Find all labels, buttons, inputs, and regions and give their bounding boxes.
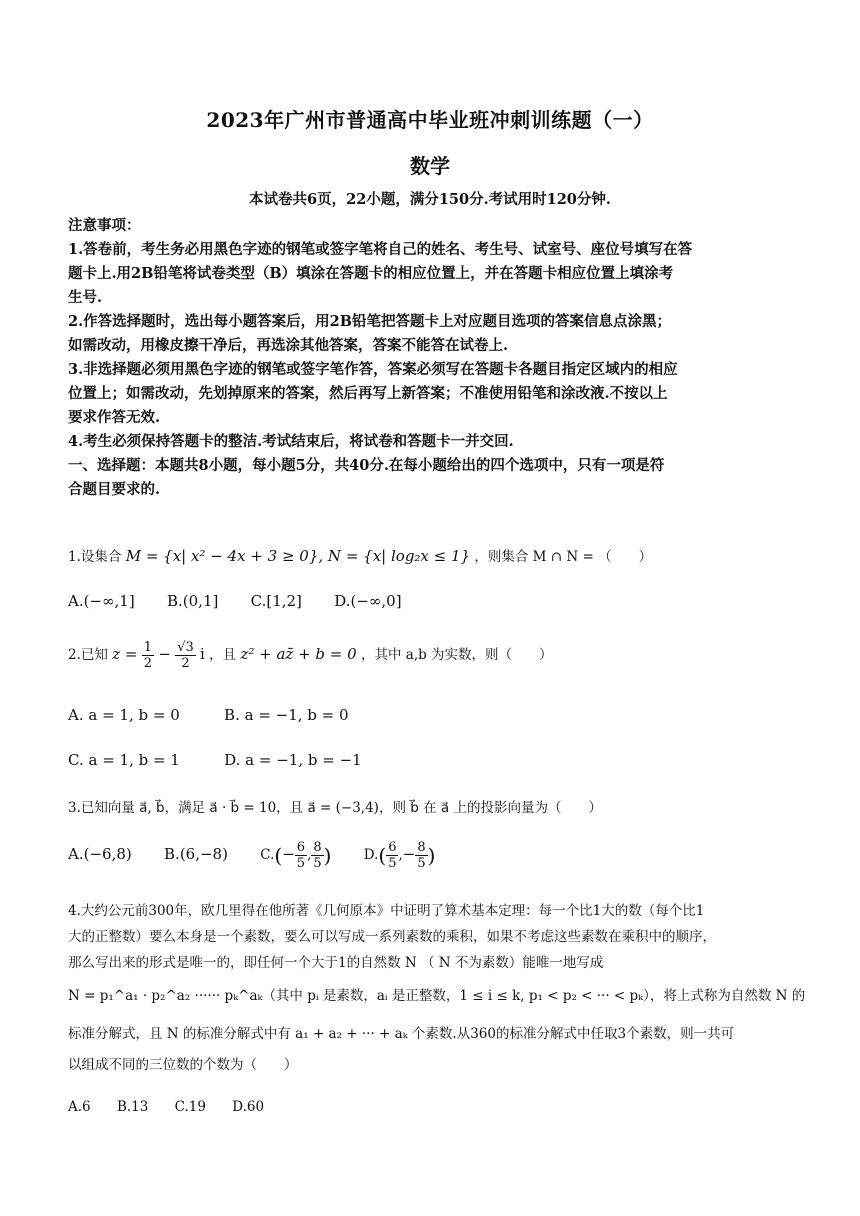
q2-option-b: B. a = −1, b = 0 bbox=[224, 706, 349, 724]
q4-option-d: D.60 bbox=[232, 1099, 265, 1115]
q3-option-c-label: C. bbox=[260, 847, 275, 863]
q2-option-d: D. a = −1, b = −1 bbox=[224, 751, 362, 769]
q1-prefix: 1.设集合 bbox=[68, 549, 122, 565]
q4-line: 4.大约公元前300年，欧几里得在他所著《几何原本》中证明了算术基本定理：每一个比1大的数（每个比1 bbox=[68, 903, 705, 919]
q1-options bbox=[68, 592, 798, 610]
notes-line: 要求作答无效. bbox=[68, 409, 161, 426]
q4-formula-line: N = p₁^a₁ · p₂^a₂ ······ pₖ^aₖ（其中 pᵢ 是素数，aᵢ 是正整数，1 ≤ i ≤ k, p₁ < p₂ < ··· < pₖ），将上式称为自然数 N 的 bbox=[68, 988, 806, 1004]
q2-option-c: C. a = 1, b = 1 bbox=[68, 751, 180, 769]
q3-option-a: A.(−6,8) bbox=[68, 845, 132, 863]
q2-option-a: A. a = 1, b = 0 bbox=[68, 706, 180, 724]
q2-frac2-den: 2 bbox=[181, 656, 190, 671]
q3-c-frac2-num: 8 bbox=[313, 840, 322, 855]
q2-minus: − bbox=[158, 645, 171, 663]
question-4 bbox=[68, 898, 806, 1078]
q2-options-row1 bbox=[68, 706, 798, 724]
q3-d-frac1-den: 5 bbox=[388, 856, 397, 871]
notes-line: 1.答卷前，考生务必用黑色字迹的钢笔或签字笔将自己的姓名、考生号、试室号、座位号填写在答 bbox=[68, 241, 693, 258]
question-1 bbox=[68, 545, 798, 565]
q3-c-frac2-den: 5 bbox=[313, 856, 322, 871]
notes-heading: 注意事项： bbox=[68, 217, 141, 234]
q3-option-d-label: D. bbox=[363, 847, 379, 863]
q1-sets: M = {x| x² − 4x + 3 ≥ 0}, N = {x| log₂x ≤ 1} bbox=[125, 547, 471, 565]
q4-line: 以组成不同的三位数的个数为（ ） bbox=[68, 1057, 298, 1073]
notes-line: 4.考生必须保持答题卡的整洁.考试结束后，将试卷和答题卡一并交回. bbox=[68, 433, 514, 450]
notes-line: 题卡上.用2B铅笔将试卷类型（B）填涂在答题卡的相应位置上，并在答题卡相应位置上填涂考 bbox=[68, 265, 674, 282]
q2-options-row2 bbox=[68, 751, 798, 769]
q3-c-frac2 bbox=[311, 840, 323, 871]
section-heading: 一、选择题：本题共8小题，每小题5分，共40分.在每小题给出的四个选项中，只有一项是符 bbox=[68, 457, 665, 474]
subject-title: 数学 bbox=[410, 154, 450, 178]
exam-info: 本试卷共6页，22小题，满分150分.考试用时120分钟. bbox=[249, 191, 611, 208]
q1-option-b: B.(0,1] bbox=[166, 592, 219, 610]
q2-prefix: 2.已知 bbox=[68, 647, 108, 663]
q1-option-d: D.(−∞,0] bbox=[334, 592, 402, 610]
q4-option-c: C.19 bbox=[174, 1099, 206, 1115]
notes-line: 生号. bbox=[68, 289, 103, 306]
q3-c-sign: − bbox=[282, 845, 295, 863]
q1-option-c: C.[1,2] bbox=[250, 592, 302, 610]
q2-z-lhs: z = bbox=[112, 645, 138, 663]
notes-line: 3.非选择题必须用黑色字迹的钢笔或签字笔作答，答案必须写在答题卡各题目指定区域内的相应 bbox=[68, 361, 678, 378]
q2-frac1-num: 1 bbox=[143, 640, 153, 655]
q1-option-a: A.(−∞,1] bbox=[68, 592, 135, 610]
q3-c-frac1 bbox=[295, 840, 307, 871]
q3-d-frac2 bbox=[415, 840, 427, 871]
q4-options bbox=[68, 1099, 798, 1115]
q3-d-frac2-num: 8 bbox=[417, 840, 426, 855]
q3-options bbox=[68, 840, 798, 871]
q2-frac1-den: 2 bbox=[143, 656, 153, 671]
q4-line: 标准分解式，且 N 的标准分解式中有 a₁ + a₂ + ··· + aₖ 个素数.从360的标准分解式中任取3个素数，则一共可 bbox=[68, 1026, 735, 1042]
notes-line: 如需改动，用橡皮擦干净后，再选涂其他答案，答案不能答在试卷上. bbox=[68, 337, 509, 354]
q2-fraction-root3 bbox=[175, 640, 196, 671]
q3-d-frac1-num: 6 bbox=[388, 840, 397, 855]
q4-option-b: B.13 bbox=[116, 1099, 149, 1115]
q2-imag-unit: i bbox=[200, 645, 205, 663]
q4-line: 大的正整数）要么本身是一个素数，要么可以写成一系列素数的乘积，如果不考虑这些素数在乘积中的顺序， bbox=[68, 929, 716, 945]
q2-frac2-num: √3 bbox=[177, 640, 194, 655]
q3-d-frac2-den: 5 bbox=[417, 856, 426, 871]
page-title: 2023年广州市普通高中毕业班冲刺训练题（一） bbox=[206, 108, 654, 132]
q2-suffix: ，其中 a,b 为实数，则（ ） bbox=[360, 647, 553, 663]
question-3: 3.已知向量 a⃗, b⃗，满足 a⃗ · b⃗ = 10，且 a⃗ = (−3,4)，则 b⃗ 在 a⃗ 上的投影向量为（ ） bbox=[68, 800, 602, 816]
q3-option-d: D.( $\frac{6}{5}$ ,− $\frac{8}{5}$ ) bbox=[363, 840, 436, 871]
q2-fraction-half bbox=[142, 640, 154, 671]
question-2 bbox=[68, 640, 798, 671]
q3-option-b: B.(6,−8) bbox=[164, 845, 228, 863]
notes-line: 2.作答选择题时，选出每小题答案后，用2B铅笔把答题卡上对应题目选项的答案信息点涂黑； bbox=[68, 313, 671, 330]
q3-option-c: C.(− $\frac{6}{5}$ , $\frac{8}{5}$ ) bbox=[260, 840, 332, 871]
notes-line: 位置上；如需改动，先划掉原来的答案，然后再写上新答案；不准使用铅笔和涂改液.不按以上 bbox=[68, 385, 668, 402]
notes-section bbox=[68, 214, 798, 502]
q3-d-frac1 bbox=[386, 840, 398, 871]
q2-equation: z² + az̄ + b = 0 bbox=[240, 645, 357, 663]
q2-mid: ，且 bbox=[209, 647, 237, 663]
q4-line: 那么写出来的形式是唯一的，即任何一个大于1的自然数 N （ N 不为素数）能唯一地写成 bbox=[68, 955, 604, 971]
q3-c-frac1-num: 6 bbox=[296, 840, 306, 855]
q4-option-a: A.6 bbox=[68, 1099, 91, 1115]
q3-d-sign: − bbox=[402, 845, 416, 863]
section-heading-cont: 合题目要求的. bbox=[68, 481, 161, 498]
q1-suffix: ，则集合 M ∩ N = （ ） bbox=[474, 549, 653, 565]
q3-c-frac1-den: 5 bbox=[296, 856, 306, 871]
